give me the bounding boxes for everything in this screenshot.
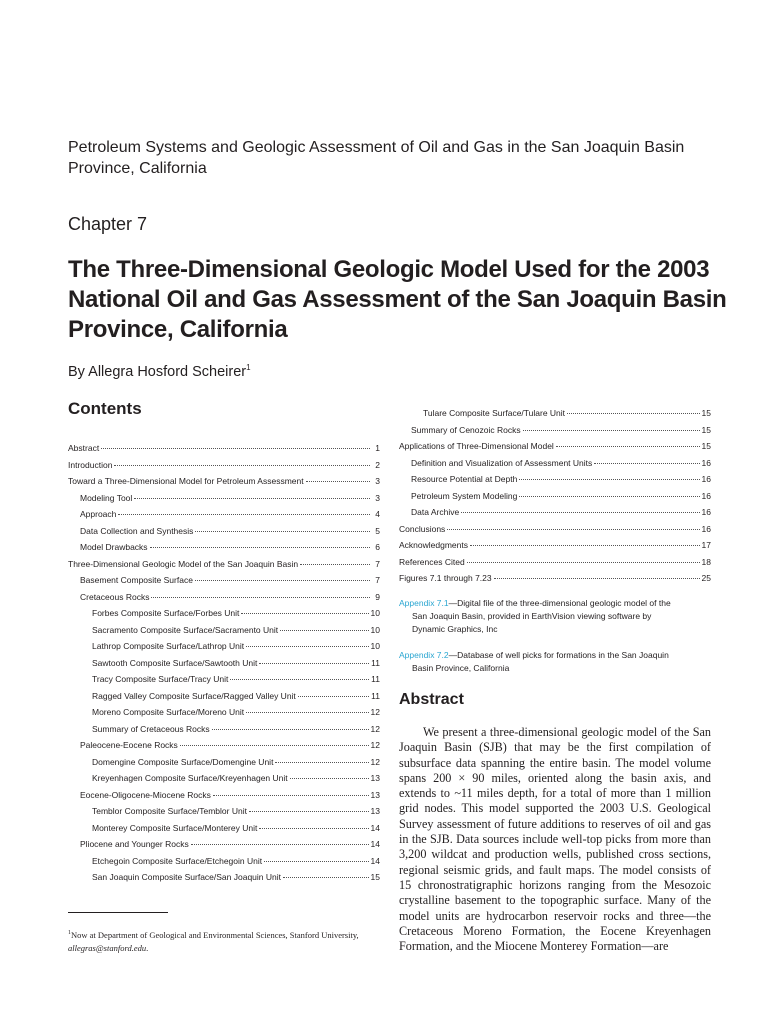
- toc-entry[interactable]: [68, 704, 380, 721]
- appendix-7-1: [399, 597, 711, 636]
- toc-entry-page: 10: [370, 608, 380, 618]
- author-footnote-marker: 1: [246, 363, 251, 372]
- toc-entry-page: 10: [370, 624, 380, 635]
- footnote-email: allegras@stanford.edu: [68, 942, 147, 953]
- toc-leader-dots: [467, 562, 700, 563]
- toc-entry-page: 16: [701, 474, 711, 484]
- toc-leader-dots: [246, 646, 368, 647]
- author-name: By Allegra Hosford Scheirer: [68, 363, 247, 380]
- toc-entry-page: 12: [370, 707, 380, 717]
- toc-entry[interactable]: [399, 521, 711, 538]
- toc-entry-page: 17: [701, 540, 711, 550]
- toc-leader-dots: [212, 729, 369, 730]
- toc-entry[interactable]: [68, 671, 380, 688]
- toc-entry-label: Etchegoin Composite Surface/Etchegoin Unit: [92, 855, 263, 866]
- toc-leader-dots: [290, 778, 369, 779]
- toc-entry[interactable]: [399, 455, 711, 472]
- toc-entry[interactable]: [68, 539, 380, 556]
- footnote-divider: [68, 912, 168, 913]
- toc-entry-page: 16: [701, 507, 711, 517]
- toc-entry[interactable]: [399, 471, 711, 488]
- toc-entry[interactable]: [399, 554, 711, 571]
- toc-entry[interactable]: [68, 787, 380, 804]
- footnote-end: .: [146, 942, 149, 953]
- toc-entry-label: Pliocene and Younger Rocks: [80, 839, 189, 849]
- toc-entry[interactable]: [68, 655, 380, 672]
- toc-leader-dots: [195, 531, 370, 532]
- toc-entry[interactable]: [68, 820, 380, 837]
- toc-entry-label: Monterey Composite Surface/Monterey Unit: [92, 822, 258, 833]
- toc-left-column: [68, 440, 380, 886]
- toc-entry-page: 11: [371, 690, 380, 701]
- toc-entry-page: 11: [371, 674, 380, 684]
- toc-entry-page: 14: [370, 839, 380, 849]
- toc-entry[interactable]: [68, 853, 380, 870]
- toc-leader-dots: [151, 597, 370, 598]
- toc-leader-dots: [259, 663, 369, 664]
- toc-entry-page: 6: [375, 542, 380, 552]
- toc-entry[interactable]: [68, 770, 380, 787]
- toc-leader-dots: [259, 828, 368, 829]
- toc-entry[interactable]: [399, 504, 711, 521]
- toc-entry-label: Data Collection and Synthesis: [80, 525, 194, 536]
- toc-leader-dots: [213, 795, 369, 796]
- toc-entry-label: Tracy Composite Surface/Tracy Unit: [92, 674, 229, 684]
- toc-entry-label: Kreyenhagen Composite Surface/Kreyenhagen Unit: [92, 773, 288, 783]
- series-title: Petroleum Systems and Geologic Assessment of Oil and Gas in the San Joaquin Basin Province, California: [68, 139, 685, 177]
- toc-entry-page: 13: [370, 773, 380, 783]
- toc-entry-page: 7: [375, 558, 380, 569]
- toc-entry-page: 14: [370, 855, 380, 866]
- toc-entry-label: Cretaceous Rocks: [80, 591, 150, 602]
- toc-entry-page: 18: [701, 556, 711, 567]
- toc-entry-page: 16: [701, 490, 711, 501]
- toc-entry-label: Model Drawbacks: [80, 542, 148, 552]
- toc-entry[interactable]: [68, 457, 380, 474]
- toc-entry-page: 3: [375, 492, 380, 503]
- toc-entry[interactable]: [399, 422, 711, 439]
- toc-leader-dots: [101, 448, 370, 449]
- toc-entry-label: Acknowledgments: [399, 540, 468, 550]
- toc-entry-label: Paleocene-Eocene Rocks: [80, 740, 178, 750]
- toc-entry-label: Petroleum System Modeling: [411, 490, 518, 501]
- toc-entry-label: Conclusions: [399, 523, 446, 534]
- toc-entry-page: 14: [370, 822, 380, 833]
- toc-entry[interactable]: [399, 488, 711, 505]
- appendix-desc: —Database of well picks for formations in the San Joaquin: [448, 650, 669, 660]
- toc-entry-label: Resource Potential at Depth: [411, 474, 518, 484]
- toc-entry-label: Introduction: [68, 459, 113, 470]
- toc-entry-page: 1: [375, 443, 380, 453]
- toc-leader-dots: [470, 545, 700, 546]
- toc-entry-label: Modeling Tool: [80, 492, 133, 503]
- toc-leader-dots: [241, 613, 368, 614]
- toc-leader-dots: [306, 481, 370, 482]
- appendix-link[interactable]: Appendix 7.1: [399, 598, 449, 608]
- toc-leader-dots: [275, 762, 368, 763]
- toc-entry[interactable]: [68, 589, 380, 606]
- toc-entry-page: 25: [701, 573, 711, 583]
- toc-entry-label: Basement Composite Surface: [80, 575, 193, 585]
- toc-leader-dots: [447, 529, 699, 530]
- footnote-text: Now at Department of Geological and Environmental Sciences, Stanford University,: [71, 929, 359, 940]
- toc-leader-dots: [594, 463, 699, 464]
- author-byline: [68, 358, 251, 382]
- toc-entry-page: 12: [370, 723, 380, 734]
- toc-entry[interactable]: [68, 754, 380, 771]
- toc-leader-dots: [249, 811, 369, 812]
- toc-entry[interactable]: [68, 572, 380, 589]
- toc-entry-label: Three-Dimensional Geologic Model of the San Joaquin Basin: [68, 558, 299, 569]
- appendix-desc: Dynamic Graphics, Inc: [412, 624, 498, 634]
- toc-entry-label: Lathrop Composite Surface/Lathrop Unit: [92, 641, 245, 651]
- appendix-desc: San Joaquin Basin, provided in EarthVision viewing software by: [412, 611, 652, 621]
- toc-leader-dots: [246, 712, 368, 713]
- toc-leader-dots: [461, 512, 699, 513]
- toc-entry[interactable]: [399, 537, 711, 554]
- toc-entry[interactable]: [68, 622, 380, 639]
- toc-entry-page: 12: [370, 740, 380, 750]
- toc-entry[interactable]: [399, 570, 711, 587]
- toc-entry-label: Sacramento Composite Surface/Sacramento Unit: [92, 624, 279, 635]
- toc-entry-label: Summary of Cretaceous Rocks: [92, 723, 210, 734]
- toc-entry[interactable]: [68, 737, 380, 754]
- toc-entry-page: 11: [371, 657, 380, 668]
- toc-entry[interactable]: [68, 688, 380, 705]
- toc-entry[interactable]: [68, 869, 380, 886]
- toc-entry[interactable]: [68, 638, 380, 655]
- toc-entry-page: 15: [701, 441, 711, 451]
- toc-leader-dots: [300, 564, 370, 565]
- toc-entry-label: Domengine Composite Surface/Domengine Unit: [92, 756, 274, 767]
- toc-leader-dots: [556, 446, 700, 447]
- toc-entry-page: 3: [375, 476, 380, 486]
- toc-entry-label: Applications of Three-Dimensional Model: [399, 441, 554, 451]
- toc-entry-page: 12: [370, 756, 380, 767]
- toc-entry[interactable]: [68, 836, 380, 853]
- toc-leader-dots: [191, 844, 369, 845]
- toc-entry-label: Summary of Cenozoic Rocks: [411, 424, 521, 435]
- toc-leader-dots: [114, 465, 370, 466]
- toc-entry[interactable]: [68, 440, 380, 457]
- chapter-label: Chapter 7: [68, 214, 148, 234]
- toc-entry[interactable]: [68, 721, 380, 738]
- toc-entry[interactable]: [68, 473, 380, 490]
- toc-entry-page: 15: [370, 872, 380, 882]
- toc-leader-dots: [264, 861, 368, 862]
- toc-entry-page: 13: [370, 806, 380, 816]
- page-title: The Three-Dimensional Geologic Model Used for the 2003 National Oil and Gas Assessment of the San Joaquin Basin Province, California: [68, 256, 727, 343]
- toc-leader-dots: [519, 496, 699, 497]
- toc-entry-label: Moreno Composite Surface/Moreno Unit: [92, 707, 245, 717]
- toc-entry-label: Temblor Composite Surface/Temblor Unit: [92, 806, 247, 816]
- toc-leader-dots: [180, 745, 369, 746]
- footnote: [68, 927, 380, 955]
- toc-leader-dots: [523, 430, 700, 431]
- toc-leader-dots: [118, 514, 370, 515]
- toc-entry[interactable]: [68, 523, 380, 540]
- toc-leader-dots: [280, 630, 368, 631]
- toc-entry-page: 13: [370, 789, 380, 800]
- toc-entry-page: 15: [701, 424, 711, 435]
- toc-entry-label: Sawtooth Composite Surface/Sawtooth Unit: [92, 657, 258, 668]
- toc-entry-page: 7: [375, 575, 380, 585]
- toc-leader-dots: [150, 547, 370, 548]
- toc-leader-dots: [298, 696, 369, 697]
- toc-entry-page: 16: [701, 457, 711, 468]
- toc-entry-page: 5: [375, 525, 380, 536]
- toc-leader-dots: [519, 479, 699, 480]
- toc-leader-dots: [195, 580, 370, 581]
- toc-leader-dots: [567, 413, 699, 414]
- toc-entry-label: Tulare Composite Surface/Tulare Unit: [423, 408, 566, 418]
- toc-entry-label: Abstract: [68, 443, 100, 453]
- toc-entry-page: 16: [701, 523, 711, 534]
- appendix-desc: —Digital file of the three-dimensional geologic model of the: [448, 598, 671, 608]
- toc-entry[interactable]: [68, 506, 380, 523]
- toc-entry-label: References Cited: [399, 556, 465, 567]
- toc-leader-dots: [494, 578, 700, 579]
- toc-leader-dots: [283, 877, 369, 878]
- toc-entry-label: Eocene-Oligocene-Miocene Rocks: [80, 789, 211, 800]
- contents-heading: Contents: [68, 399, 142, 418]
- toc-entry-page: 9: [375, 591, 380, 602]
- toc-entry-label: Toward a Three-Dimensional Model for Petroleum Assessment: [68, 476, 304, 486]
- toc-entry[interactable]: [68, 490, 380, 507]
- toc-entry-page: 4: [375, 509, 380, 519]
- toc-entry-page: 2: [375, 459, 380, 470]
- abstract-body: We present a three-dimensional geologic model of the San Joaquin Basin (SJB) that may be the first compilation of subsurface data spanning the entire basin. The model volume spans 200 × 90 miles, oriented along the basin axis, and extends to ~11 miles depth, for a total of more than 1 million grid nodes. This model supported the 2003 U.S. Geological Survey assessment of future additions to reserves of oil and gas in the SJB. Data sources include well-top picks from more than 3,200 wildcat and production wells, published cross sections, regional seismic grids, and fault maps. The model consists of 15 chronostratigraphic horizons ranging from the Mesozoic crystalline basement to the topographic surface. Many of the model units are hydrocarbon reservoir rocks and three—the Cretaceous Moreno Formation, the Eocene Kreyenhagen Formation, and the Miocene Monterey Formation—are: [399, 725, 711, 954]
- toc-entry[interactable]: [399, 438, 711, 455]
- toc-entry[interactable]: [68, 605, 380, 622]
- footnote-marker: 1: [68, 930, 71, 936]
- toc-entry-label: Ragged Valley Composite Surface/Ragged Valley Unit: [92, 690, 296, 701]
- appendix-7-2: [399, 649, 711, 675]
- toc-entry[interactable]: [68, 803, 380, 820]
- toc-entry[interactable]: [68, 556, 380, 573]
- toc-entry[interactable]: [399, 405, 711, 422]
- toc-entry-label: Forbes Composite Surface/Forbes Unit: [92, 608, 240, 618]
- toc-leader-dots: [134, 498, 370, 499]
- toc-right-column: [399, 405, 711, 587]
- toc-entry-page: 10: [370, 641, 380, 651]
- appendix-link[interactable]: Appendix 7.2: [399, 650, 449, 660]
- abstract-heading: Abstract: [399, 691, 464, 708]
- toc-entry-label: Data Archive: [411, 507, 460, 517]
- toc-entry-label: San Joaquin Composite Surface/San Joaquin Unit: [92, 872, 282, 882]
- toc-leader-dots: [230, 679, 369, 680]
- toc-entry-label: Approach: [80, 509, 117, 519]
- appendix-desc: Basin Province, California: [412, 663, 510, 673]
- toc-entry-label: Figures 7.1 through 7.23: [399, 573, 492, 583]
- toc-entry-page: 15: [701, 408, 711, 418]
- toc-entry-label: Definition and Visualization of Assessment Units: [411, 457, 593, 468]
